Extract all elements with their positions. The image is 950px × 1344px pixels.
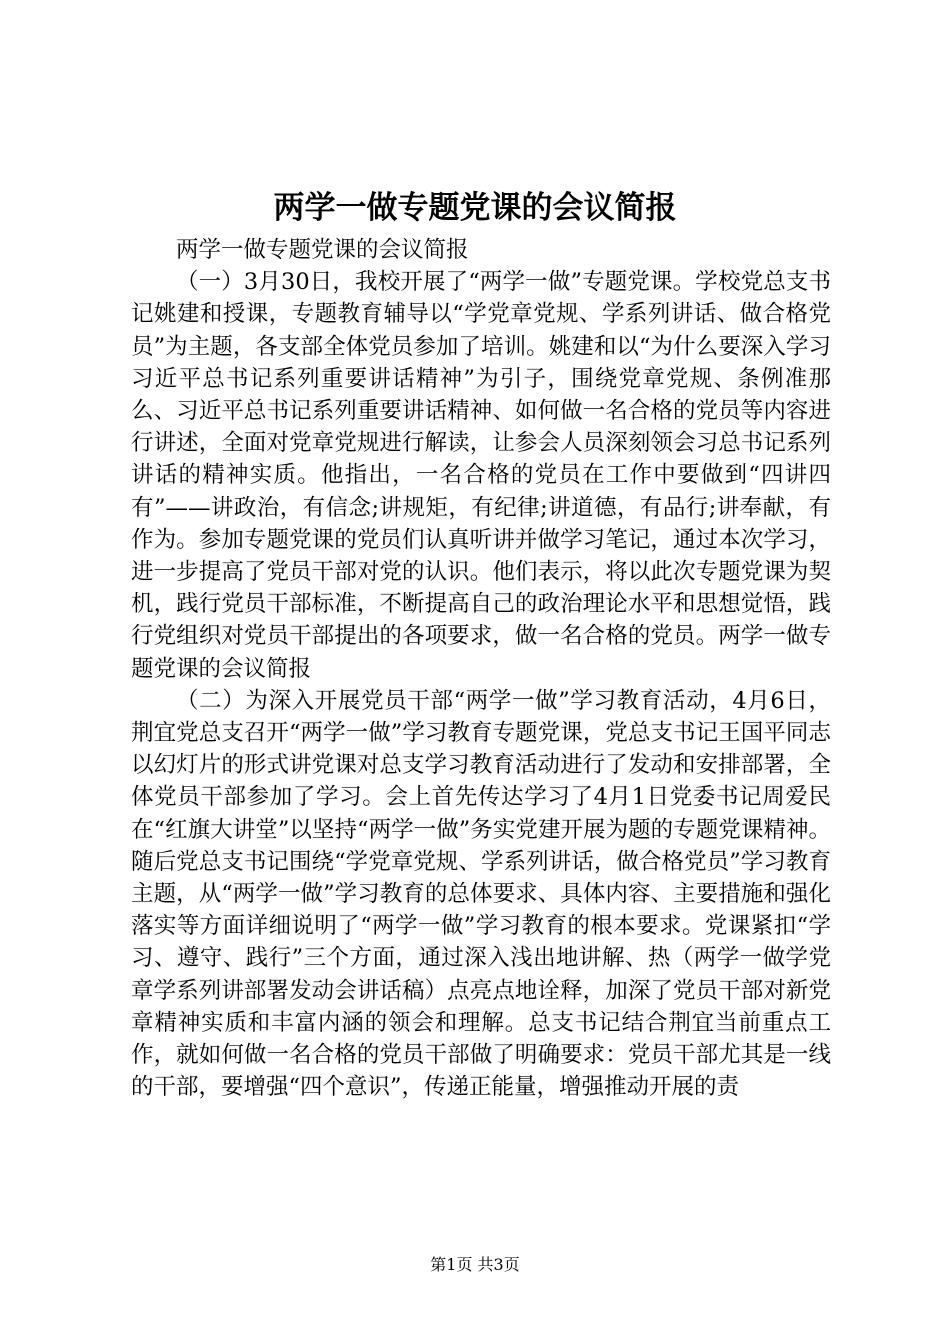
paragraph-1: （一）3月30日，我校开展了“两学一做”专题党课。学校党总支书记姚建和授课，专题教育辅导以“学党章党规、学系列讲话、做合格党员”为主题，各支部全体党员参加了培训。姚建和以“为什么要深入学习习近平总书记系列重要讲话精神”为引子，围绕党章党规、条例准那么、习近平总书记系列重要讲话精神、如何做一名合格的党员等内容进行讲述，全面对党章党规进行解读，让参会人员深刻领会习总书记系列讲话的精神实质。他指出，一名合格的党员在工作中要做到“四讲四有”——讲政治，有信念;讲规矩，有纪律;讲道德，有品行;讲奉献，有作为。参加专题党课的党员们认真听讲并做学习笔记，通过本次学习，进一步提高了党员干部对党的认识。他们表示，将以此次专题党课为契机，践行党员干部标准，不断提高自己的政治理论水平和思想觉悟，践行党组织对党员干部提出的各项要求，做一名合格的党员。两学一做专题党课的会议简报 [131,269,831,682]
document-subtitle: 两学一做专题党课的会议简报 [176,237,469,263]
paragraph-2: （二）为深入开展党员干部“两学一做”学习教育活动，4月6日，荆宜党总支召开“两学一做”学习教育专题党课，党总支书记王国平同志以幻灯片的形式讲党课对总支学习教育活动进行了发动和安排部署，全体党员干部参加了学习。会上首先传达学习了4月1日党委书记周爱民在“红旗大讲堂”以坚持“两学一做”务实党建开展为题的专题党课精神。随后党总支书记围绕“学党章党规、学系列讲话，做合格党员”学习教育主题，从“两学一做”学习教育的总体要求、具体内容、主要措施和强化落实等方面详细说明了“两学一做”学习教育的根本要求。党课紧扣“学习、遵守、践行”三个方面，通过深入浅出地讲解、热（两学一做学党章学系列讲部署发动会讲话稿）点亮点地诠释，加深了党员干部对新党章精神实质和丰富内涵的领会和理解。总支书记结合荆宜当前重点工作，就如何做一名合格的党员干部做了明确要求：党员干部尤其是一线的干部，要增强“四个意识”，传递正能量，增强推动开展的责 [131,687,831,1101]
document-body [131,234,831,1103]
document-title: 两学一做专题党课的会议简报 [273,190,677,226]
page-number-footer: 第1页 共3页 [430,1255,520,1274]
